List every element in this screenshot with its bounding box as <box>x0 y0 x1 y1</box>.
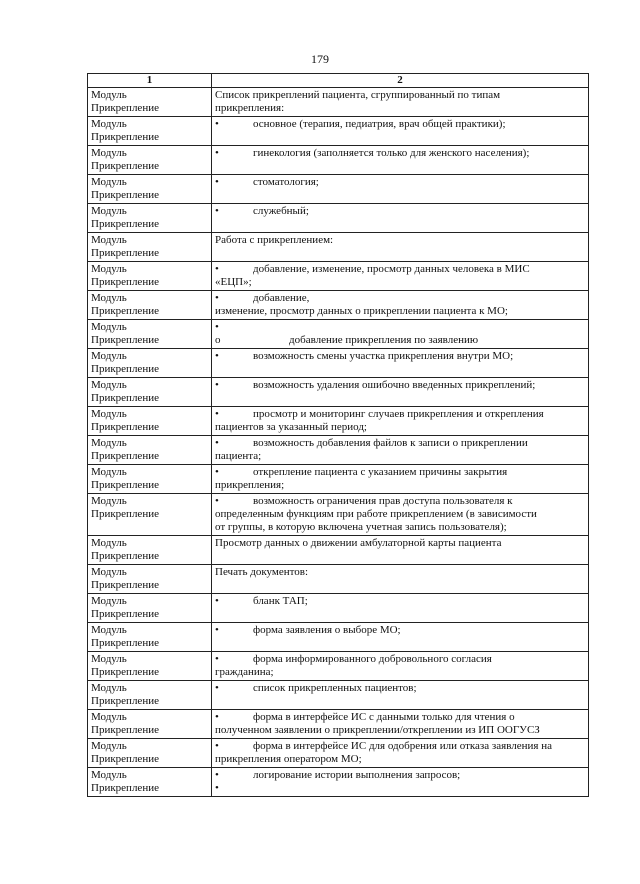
bullet-marker: • <box>215 495 219 507</box>
table-row <box>88 146 589 175</box>
table-row <box>88 320 589 349</box>
function-text: возможность смены участка прикрепления внутри МО; <box>253 350 514 362</box>
module-cell <box>88 436 212 465</box>
module-label: Прикрепление <box>91 753 159 765</box>
function-text: форма в интерфейсе ИС для одобрения или отказа заявления на <box>253 740 552 752</box>
function-text: добавление, <box>253 292 310 304</box>
table-row <box>88 378 589 407</box>
bullet-marker: • <box>215 437 219 449</box>
module-label: Прикрепление <box>91 218 159 230</box>
function-text-line <box>215 466 585 479</box>
module-label: Модуль <box>91 408 127 420</box>
module-label: Прикрепление <box>91 160 159 172</box>
function-cell <box>212 536 589 565</box>
module-label: Прикрепление <box>91 305 159 317</box>
function-text-line <box>215 276 585 289</box>
function-text: форма в интерфейсе ИС с данными только для чтения о <box>253 711 515 723</box>
table-row <box>88 768 589 797</box>
function-text-line <box>215 102 585 115</box>
table-row <box>88 262 589 291</box>
module-cell <box>88 710 212 739</box>
bullet-marker: • <box>215 379 219 391</box>
module-label: Прикрепление <box>91 334 159 346</box>
module-cell <box>88 291 212 320</box>
function-text: форма информированного добровольного согласия <box>253 653 492 665</box>
module-cell <box>88 175 212 204</box>
column-header-2: 2 <box>212 74 589 88</box>
function-text: добавление прикрепления по заявлению <box>289 334 479 346</box>
module-label: Модуль <box>91 205 127 217</box>
function-text: пациента; <box>215 450 262 462</box>
bullet-marker: • <box>215 466 219 478</box>
module-label: Модуль <box>91 537 127 549</box>
function-text: основное (терапия, педиатрия, врач общей практики); <box>253 118 506 130</box>
column-header-1: 1 <box>88 74 212 88</box>
function-text-line <box>215 379 585 392</box>
page-number: 179 <box>311 52 329 66</box>
module-cell <box>88 565 212 594</box>
table-row <box>88 175 589 204</box>
module-label: Модуль <box>91 118 127 130</box>
function-cell <box>212 349 589 378</box>
module-label: Прикрепление <box>91 131 159 143</box>
function-text-line <box>215 408 585 421</box>
table-row <box>88 88 589 117</box>
function-text-line <box>215 566 585 579</box>
table-row <box>88 536 589 565</box>
function-cell <box>212 465 589 494</box>
module-label: Модуль <box>91 263 127 275</box>
bullet-marker: • <box>215 263 219 275</box>
function-cell <box>212 320 589 349</box>
function-cell <box>212 378 589 407</box>
function-text: список прикрепленных пациентов; <box>253 682 417 694</box>
module-label: Прикрепление <box>91 695 159 707</box>
table-row <box>88 494 589 536</box>
function-text-line <box>215 305 585 318</box>
function-text-line <box>215 724 585 737</box>
bullet-marker: • <box>215 118 219 130</box>
function-text: бланк ТАП; <box>253 595 308 607</box>
function-text-line <box>215 495 585 508</box>
function-cell <box>212 436 589 465</box>
module-label: Прикрепление <box>91 363 159 375</box>
module-label: Модуль <box>91 321 127 333</box>
module-label: Прикрепление <box>91 247 159 259</box>
module-cell <box>88 349 212 378</box>
function-cell <box>212 117 589 146</box>
module-label: Прикрепление <box>91 608 159 620</box>
function-text-line <box>215 118 585 131</box>
bullet-marker: • <box>215 205 219 217</box>
bullet-marker: • <box>215 682 219 694</box>
bullet-marker: • <box>215 769 219 781</box>
function-cell <box>212 739 589 768</box>
module-cell <box>88 652 212 681</box>
function-cell <box>212 262 589 291</box>
module-label: Модуль <box>91 466 127 478</box>
module-cell <box>88 494 212 536</box>
function-text-line <box>215 437 585 450</box>
module-cell <box>88 88 212 117</box>
function-text-line <box>215 450 585 463</box>
module-label: Модуль <box>91 437 127 449</box>
module-label: Модуль <box>91 740 127 752</box>
module-cell <box>88 465 212 494</box>
function-text-line <box>215 234 585 247</box>
module-label: Прикрепление <box>91 550 159 562</box>
function-cell <box>212 710 589 739</box>
module-label: Модуль <box>91 292 127 304</box>
module-cell <box>88 768 212 797</box>
function-cell <box>212 233 589 262</box>
table-row <box>88 291 589 320</box>
module-label: Модуль <box>91 89 127 101</box>
module-cell <box>88 407 212 436</box>
function-text: определенным функциям при работе прикреплением (в зависимости <box>215 508 537 520</box>
function-text-line <box>215 782 585 795</box>
function-cell <box>212 652 589 681</box>
function-text-line <box>215 334 585 347</box>
function-cell <box>212 594 589 623</box>
bullet-marker: • <box>215 595 219 607</box>
bullet-marker: • <box>215 292 219 304</box>
module-cell <box>88 204 212 233</box>
module-label: Модуль <box>91 566 127 578</box>
module-cell <box>88 536 212 565</box>
bullet-marker: • <box>215 321 219 333</box>
function-text-line <box>215 176 585 189</box>
function-text: стоматология; <box>253 176 319 188</box>
module-label: Прикрепление <box>91 102 159 114</box>
function-cell <box>212 175 589 204</box>
function-text-line <box>215 205 585 218</box>
table-row <box>88 436 589 465</box>
table-row <box>88 739 589 768</box>
function-text-line <box>215 263 585 276</box>
bullet-marker: • <box>215 711 219 723</box>
function-text-line <box>215 89 585 102</box>
module-cell <box>88 681 212 710</box>
function-cell <box>212 146 589 175</box>
function-text-line <box>215 711 585 724</box>
function-cell <box>212 494 589 536</box>
bullet-marker: • <box>215 782 219 794</box>
bullet-marker: • <box>215 176 219 188</box>
module-cell <box>88 378 212 407</box>
bullet-marker: • <box>215 408 219 420</box>
module-label: Прикрепление <box>91 479 159 491</box>
module-cell <box>88 117 212 146</box>
table-row <box>88 349 589 378</box>
table-row <box>88 652 589 681</box>
module-label: Прикрепление <box>91 450 159 462</box>
module-label: Модуль <box>91 379 127 391</box>
bullet-marker: • <box>215 147 219 159</box>
function-text: изменение, просмотр данных о прикреплении пациента к МО; <box>215 305 508 317</box>
table-body <box>88 88 589 797</box>
function-text-line <box>215 508 585 521</box>
module-cell <box>88 262 212 291</box>
function-text-line <box>215 624 585 637</box>
module-label: Модуль <box>91 682 127 694</box>
table-row <box>88 594 589 623</box>
function-text: просмотр и мониторинг случаев прикрепления и открепления <box>253 408 544 420</box>
function-text-line <box>215 753 585 766</box>
module-label: Модуль <box>91 350 127 362</box>
function-text: открепление пациента с указанием причины закрытия <box>253 466 508 478</box>
module-cell <box>88 320 212 349</box>
function-text: «ЕЦП»; <box>215 276 252 288</box>
function-text-line <box>215 682 585 695</box>
function-text: гражданина; <box>215 666 274 678</box>
function-cell <box>212 681 589 710</box>
function-text: возможность ограничения прав доступа пользователя к <box>253 495 513 507</box>
module-label: Прикрепление <box>91 782 159 794</box>
function-text: прикрепления: <box>215 102 285 114</box>
function-text-line <box>215 479 585 492</box>
function-text-line <box>215 740 585 753</box>
function-text-line <box>215 537 585 550</box>
module-cell <box>88 233 212 262</box>
function-cell <box>212 623 589 652</box>
module-label: Прикрепление <box>91 421 159 433</box>
module-label: Прикрепление <box>91 276 159 288</box>
table-row <box>88 233 589 262</box>
function-cell <box>212 88 589 117</box>
module-label: Прикрепление <box>91 189 159 201</box>
function-text: логирование истории выполнения запросов; <box>253 769 461 781</box>
function-text-line <box>215 769 585 782</box>
module-label: Модуль <box>91 234 127 246</box>
module-cell <box>88 146 212 175</box>
function-text: возможность удаления ошибочно введенных прикреплений; <box>253 379 536 391</box>
table-header-row <box>88 74 589 88</box>
function-text: возможность добавления файлов к записи о прикреплении <box>253 437 528 449</box>
module-cell <box>88 623 212 652</box>
sub-bullet-marker: о <box>215 334 221 346</box>
function-text: добавление, изменение, просмотр данных человека в МИС <box>253 263 530 275</box>
module-label: Модуль <box>91 769 127 781</box>
requirements-table <box>87 73 589 797</box>
table-row <box>88 710 589 739</box>
module-label: Модуль <box>91 176 127 188</box>
function-cell <box>212 768 589 797</box>
module-cell <box>88 739 212 768</box>
module-label: Модуль <box>91 147 127 159</box>
table-row <box>88 623 589 652</box>
function-text-line <box>215 595 585 608</box>
module-label: Прикрепление <box>91 637 159 649</box>
module-label: Модуль <box>91 624 127 636</box>
function-text: Печать документов: <box>215 566 309 578</box>
function-cell <box>212 291 589 320</box>
function-text: от группы, в которую включена учетная запись пользователя); <box>215 521 507 533</box>
function-cell <box>212 204 589 233</box>
module-label: Прикрепление <box>91 392 159 404</box>
function-text-line <box>215 421 585 434</box>
module-label: Прикрепление <box>91 579 159 591</box>
module-label: Модуль <box>91 711 127 723</box>
function-text-line <box>215 292 585 305</box>
function-text-line <box>215 321 585 334</box>
module-label: Прикрепление <box>91 666 159 678</box>
module-label: Модуль <box>91 653 127 665</box>
module-label: Модуль <box>91 595 127 607</box>
function-text-line <box>215 521 585 534</box>
function-text: Просмотр данных о движении амбулаторной карты пациента <box>215 537 502 549</box>
table-row <box>88 407 589 436</box>
bullet-marker: • <box>215 624 219 636</box>
function-text: полученном заявлении о прикреплении/откреплении из ИП ООГУСЗ <box>215 724 540 736</box>
table-row <box>88 681 589 710</box>
function-text: форма заявления о выборе МО; <box>253 624 401 636</box>
function-text-line <box>215 350 585 363</box>
function-text: пациентов за указанный период; <box>215 421 367 433</box>
function-text: Список прикреплений пациента, сгруппированный по типам <box>215 89 501 101</box>
module-cell <box>88 594 212 623</box>
module-label: Прикрепление <box>91 508 159 520</box>
function-text: Работа с прикреплением: <box>215 234 334 246</box>
module-label: Модуль <box>91 495 127 507</box>
function-text: прикрепления оператором МО; <box>215 753 362 765</box>
function-text: прикрепления; <box>215 479 285 491</box>
function-cell <box>212 565 589 594</box>
function-text: гинекология (заполняется только для женского населения); <box>253 147 530 159</box>
table-row <box>88 465 589 494</box>
bullet-marker: • <box>215 350 219 362</box>
function-text-line <box>215 653 585 666</box>
table-row <box>88 117 589 146</box>
module-label: Прикрепление <box>91 724 159 736</box>
function-cell <box>212 407 589 436</box>
bullet-marker: • <box>215 740 219 752</box>
function-text-line <box>215 147 585 160</box>
table-row <box>88 204 589 233</box>
function-text: служебный; <box>253 205 309 217</box>
table-row <box>88 565 589 594</box>
bullet-marker: • <box>215 653 219 665</box>
function-text-line <box>215 666 585 679</box>
